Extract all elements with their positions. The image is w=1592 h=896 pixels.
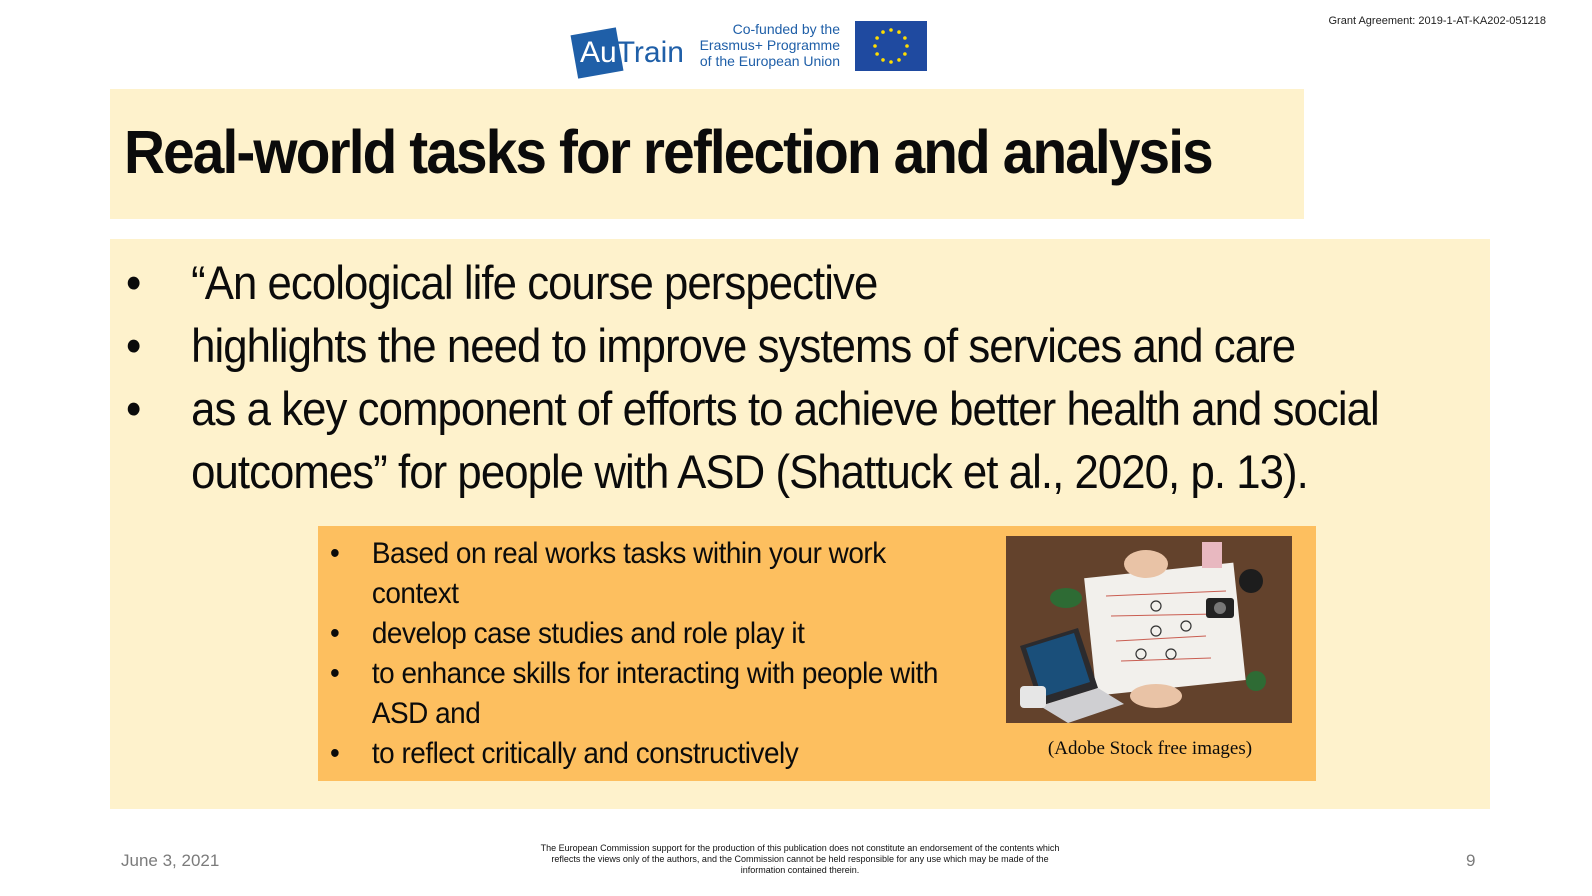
autrain-logo-text: AuTrain bbox=[580, 36, 684, 69]
eu-star-icon bbox=[873, 44, 877, 48]
autrain-logo bbox=[574, 26, 684, 78]
main-bullet: • as a key component of efforts to achieve better health and social outcomes” for people with ASD (Shattuck et al., 2020, p. 13). bbox=[126, 382, 1379, 498]
eu-star-icon bbox=[889, 60, 893, 64]
eu-star-icon bbox=[905, 44, 909, 48]
task-bullet: • develop case studies and role play it bbox=[330, 617, 805, 650]
eu-flag-icon bbox=[855, 21, 927, 71]
eu-star-icon bbox=[897, 30, 901, 34]
main-bullet: • highlights the need to improve systems of services and care bbox=[126, 319, 1296, 372]
main-bullet-list bbox=[126, 251, 1486, 503]
page-title: Real-world tasks for reflection and analysis bbox=[124, 118, 1212, 186]
task-bullet: • to enhance skills for interacting with people with ASD and bbox=[330, 657, 938, 730]
photo-caption: (Adobe Stock free images) bbox=[1047, 738, 1253, 759]
eu-star-icon bbox=[881, 58, 885, 62]
cofund-text: Co-funded by the Erasmus+ Programme of the European Union bbox=[699, 21, 840, 69]
task-bullet: • Based on real works tasks within your work context bbox=[330, 537, 886, 610]
eu-star-icon bbox=[875, 52, 879, 56]
footer-disclaimer: The European Commission support for the production of this publication does not constitute an endorsement of the contents which reflects the views only of the authors, and the Commission cannot be held responsible for any use which may be made of the information contained therein. bbox=[540, 843, 1060, 875]
eu-star-icon bbox=[881, 30, 885, 34]
header-logos bbox=[574, 18, 934, 78]
task-bullet: • to reflect critically and constructively bbox=[330, 737, 799, 770]
workspace-photo bbox=[1006, 536, 1292, 723]
footer-date: June 3, 2021 bbox=[121, 851, 220, 870]
tasks-box bbox=[318, 526, 1316, 781]
eu-star-icon bbox=[889, 28, 893, 32]
eu-star-icon bbox=[903, 36, 907, 40]
eu-star-icon bbox=[875, 36, 879, 40]
title-box bbox=[110, 89, 1304, 219]
main-bullet: • “An ecological life course perspective bbox=[126, 256, 878, 309]
grant-agreement: Grant Agreement: 2019-1-AT-KA202-051218 bbox=[1328, 15, 1546, 27]
page-number: 9 bbox=[1466, 851, 1476, 870]
eu-star-icon bbox=[903, 52, 907, 56]
tasks-bullet-list bbox=[330, 534, 1020, 774]
eu-star-icon bbox=[897, 58, 901, 62]
